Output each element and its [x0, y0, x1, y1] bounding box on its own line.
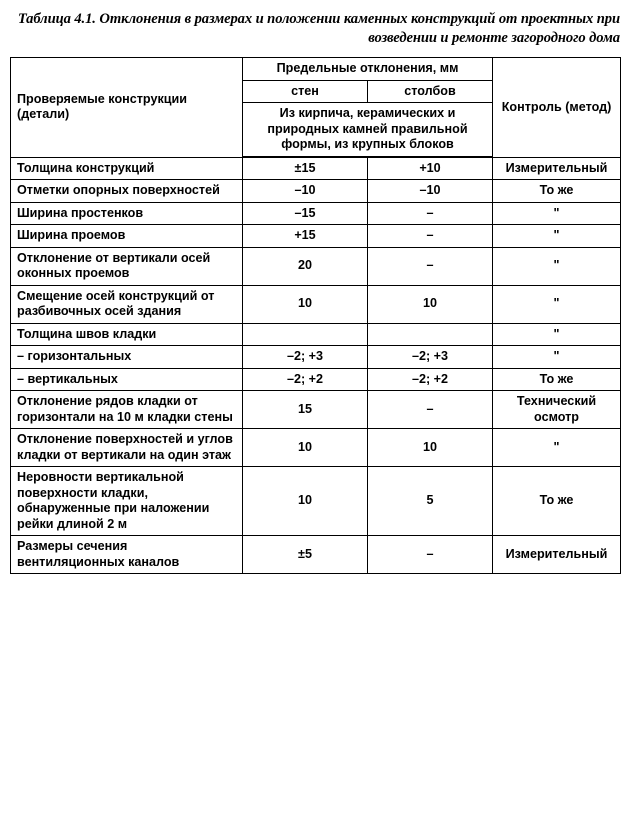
table-row	[11, 202, 621, 225]
header-deviations: Предельные отклонения, мм	[243, 58, 493, 81]
row-pillars-value: 10	[368, 429, 493, 467]
row-walls-value: –10	[243, 180, 368, 203]
deviations-table	[10, 57, 621, 574]
header-walls: стен	[243, 80, 368, 103]
row-control-value: "	[493, 346, 621, 369]
table-row	[11, 429, 621, 467]
row-label: Ширина проемов	[11, 225, 243, 248]
row-control-value: "	[493, 429, 621, 467]
row-walls-value: +15	[243, 225, 368, 248]
row-pillars-value: –	[368, 247, 493, 285]
row-control-value: Технический осмотр	[493, 391, 621, 429]
row-label: Толщина конструкций	[11, 157, 243, 180]
row-control-value: То же	[493, 467, 621, 536]
header-control: Контроль (метод)	[493, 58, 621, 158]
row-pillars-value: –	[368, 225, 493, 248]
table-caption: Таблица 4.1. Отклонения в размерах и положении каменных конструкций от проектных при возведении и ремонте загородного дома	[17, 11, 620, 46]
row-label: Ширина простенков	[11, 202, 243, 225]
row-walls-value: 10	[243, 285, 368, 323]
row-walls-value: ±15	[243, 157, 368, 180]
row-control-value: "	[493, 323, 621, 346]
table-row	[11, 368, 621, 391]
row-control-value: "	[493, 247, 621, 285]
table-row	[11, 247, 621, 285]
row-control-value: Измерительный	[493, 157, 621, 180]
row-control-value: "	[493, 225, 621, 248]
row-label: – вертикальных	[11, 368, 243, 391]
row-walls-value: 10	[243, 429, 368, 467]
row-control-value: "	[493, 202, 621, 225]
row-label: Смещение осей конструкций от разбивочных осей здания	[11, 285, 243, 323]
row-pillars-value: 5	[368, 467, 493, 536]
row-walls-value: 20	[243, 247, 368, 285]
row-pillars-value: –2; +2	[368, 368, 493, 391]
table-row	[11, 285, 621, 323]
table-row	[11, 467, 621, 536]
row-walls-value: –2; +3	[243, 346, 368, 369]
row-walls-value: ±5	[243, 536, 368, 574]
row-walls-value: 10	[243, 467, 368, 536]
header-constructions: Проверяемые конструкции (детали)	[11, 58, 243, 158]
row-walls-value	[243, 323, 368, 346]
row-label: Неровности вертикальной поверхности кладки, обнаруженные при наложении рейки длиной 2 м	[11, 467, 243, 536]
row-pillars-value: –	[368, 202, 493, 225]
row-label: Отклонение рядов кладки от горизонтали на 10 м кладки стены	[11, 391, 243, 429]
row-pillars-value: –10	[368, 180, 493, 203]
header-pillars: столбов	[368, 80, 493, 103]
row-control-value: Измерительный	[493, 536, 621, 574]
row-label: Размеры сечения вентиляционных каналов	[11, 536, 243, 574]
row-label: Отклонение поверхностей и углов кладки от вертикали на один этаж	[11, 429, 243, 467]
table-row	[11, 536, 621, 574]
table-row	[11, 323, 621, 346]
row-label: Толщина швов кладки	[11, 323, 243, 346]
row-pillars-value: +10	[368, 157, 493, 180]
table-row	[11, 346, 621, 369]
row-walls-value: –2; +2	[243, 368, 368, 391]
row-pillars-value: –	[368, 536, 493, 574]
table-row	[11, 157, 621, 180]
row-control-value: То же	[493, 180, 621, 203]
table-header-row-1	[11, 58, 621, 81]
row-pillars-value: 10	[368, 285, 493, 323]
row-label: Отметки опорных поверхностей	[11, 180, 243, 203]
row-control-value: То же	[493, 368, 621, 391]
row-label: – горизонтальных	[11, 346, 243, 369]
row-pillars-value: –	[368, 391, 493, 429]
table-row	[11, 180, 621, 203]
row-pillars-value: –2; +3	[368, 346, 493, 369]
table-row	[11, 391, 621, 429]
row-label: Отклонение от вертикали осей оконных проемов	[11, 247, 243, 285]
row-walls-value: –15	[243, 202, 368, 225]
header-material: Из кирпича, керамических и природных камней правильной формы, из крупных блоков	[243, 103, 493, 157]
row-pillars-value	[368, 323, 493, 346]
row-control-value: "	[493, 285, 621, 323]
table-row	[11, 225, 621, 248]
row-walls-value: 15	[243, 391, 368, 429]
